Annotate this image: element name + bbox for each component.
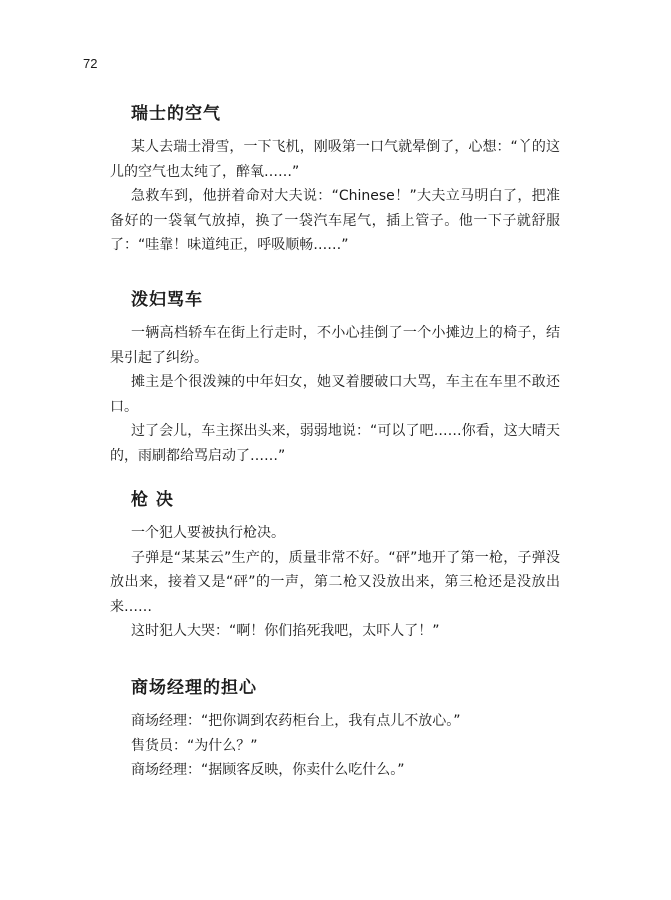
paragraph: 子弹是“某某云”生产的，质量非常不好。“砰”地开了第一枪，子弹没放出来，接着又是“砰”的一声，第二枪又没放出来，第三枪还是没放出来…… (110, 549, 560, 615)
story-swiss-air (110, 103, 560, 258)
paragraph: 急救车到，他拼着命对大夫说：“Chinese！”大夫立马明白了，把准备好的一袋氧气放掉，换了一袋汽车尾气，插上管子。他一下子就舒服了：“哇靠！味道纯正，呼吸顺畅……” (110, 188, 560, 253)
paragraph: 商场经理：“把你调到农药柜台上，我有点儿不放心。” (131, 713, 461, 729)
paragraph: 一个犯人要被执行枪决。 (131, 525, 285, 541)
paragraph: 售货员：“为什么？” (131, 737, 258, 754)
section-title: 商场经理的担心 (131, 678, 257, 698)
section-title: 泼妇骂车 (131, 290, 203, 310)
paragraph: 商场经理：“据顾客反映，你卖什么吃什么。” (131, 762, 405, 778)
story-shrew-scolds-car (110, 289, 560, 468)
paragraph: 这时犯人大哭：“啊！你们掐死我吧，太吓人了！” (131, 623, 440, 639)
story-execution (110, 489, 560, 644)
page-number: 72 (83, 56, 98, 71)
paragraph: 一辆高档轿车在街上行走时，不小心挂倒了一个小摊边上的椅子，结果引起了纠纷。 (110, 325, 560, 366)
paragraph: 某人去瑞士滑雪，一下飞机，刚吸第一口气就晕倒了，心想：“丫的这儿的空气也太纯了，醉氧……” (110, 139, 560, 180)
story-store-manager-worry (110, 677, 560, 783)
paragraph: 过了会儿，车主探出头来，弱弱地说：“可以了吧……你看，这大晴天的，雨刷都给骂启动了……” (110, 423, 560, 464)
paragraph: 摊主是个很泼辣的中年妇女，她叉着腰破口大骂，车主在车里不敢还口。 (110, 374, 560, 415)
section-title: 枪 决 (131, 490, 174, 510)
section-title: 瑞士的空气 (131, 104, 221, 124)
